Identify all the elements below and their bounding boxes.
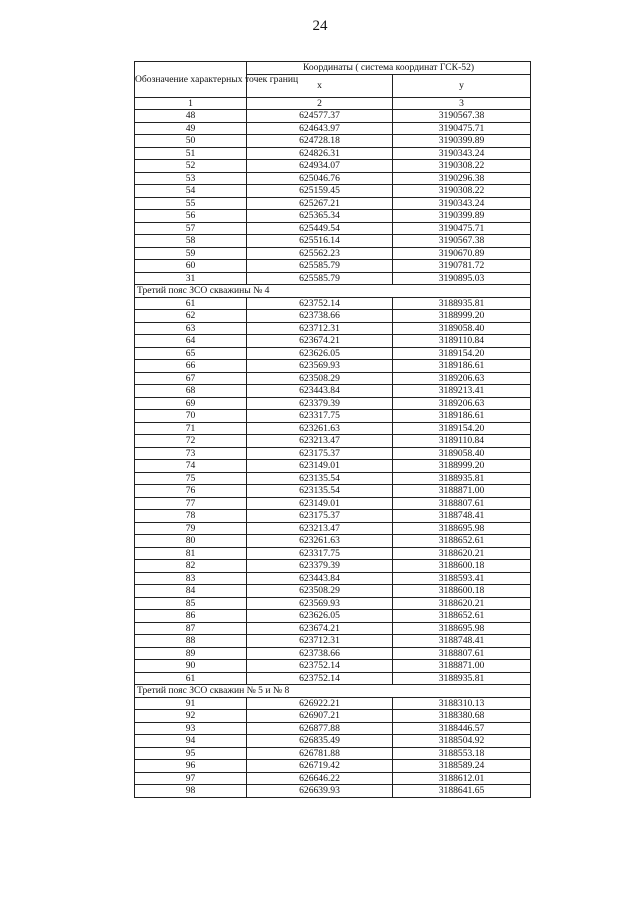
table-row — [135, 272, 531, 285]
point-number-cell: 63 — [135, 322, 247, 335]
point-number-cell: 31 — [135, 272, 247, 285]
x-coordinate-cell: 625585.79 — [247, 260, 393, 273]
table-row — [135, 247, 531, 260]
table-row — [135, 485, 531, 498]
y-coordinate-cell: 3190296.38 — [393, 172, 531, 185]
header-y: y — [393, 74, 531, 97]
table-row — [135, 735, 531, 748]
x-coordinate-cell: 623752.14 — [247, 660, 393, 673]
table-row — [135, 585, 531, 598]
table-row — [135, 622, 531, 635]
point-number-cell: 72 — [135, 435, 247, 448]
table-row — [135, 722, 531, 735]
table-row — [135, 472, 531, 485]
x-coordinate-cell: 626646.22 — [247, 772, 393, 785]
point-number-cell: 56 — [135, 210, 247, 223]
y-coordinate-cell: 3188695.98 — [393, 522, 531, 535]
table-row — [135, 360, 531, 373]
table-row — [135, 497, 531, 510]
y-coordinate-cell: 3188589.24 — [393, 760, 531, 773]
x-coordinate-cell: 623626.05 — [247, 610, 393, 623]
point-number-cell: 91 — [135, 697, 247, 710]
x-coordinate-cell: 625516.14 — [247, 235, 393, 248]
point-number-cell: 54 — [135, 185, 247, 198]
table-row — [135, 785, 531, 798]
x-coordinate-cell: 623443.84 — [247, 572, 393, 585]
x-coordinate-cell: 623175.37 — [247, 510, 393, 523]
x-coordinate-cell: 623261.63 — [247, 535, 393, 548]
table-row — [135, 610, 531, 623]
point-number-cell: 67 — [135, 372, 247, 385]
y-coordinate-cell: 3188641.65 — [393, 785, 531, 798]
x-coordinate-cell: 623149.01 — [247, 460, 393, 473]
y-coordinate-cell: 3190475.71 — [393, 222, 531, 235]
x-coordinate-cell: 626719.42 — [247, 760, 393, 773]
y-coordinate-cell: 3188748.41 — [393, 635, 531, 648]
y-coordinate-cell: 3190895.03 — [393, 272, 531, 285]
y-coordinate-cell: 3189154.20 — [393, 347, 531, 360]
table-row — [135, 410, 531, 423]
table-row — [135, 447, 531, 460]
point-number-cell: 77 — [135, 497, 247, 510]
point-number-cell: 87 — [135, 622, 247, 635]
x-coordinate-cell: 623712.31 — [247, 635, 393, 648]
point-number-cell: 52 — [135, 160, 247, 173]
point-number-cell: 95 — [135, 747, 247, 760]
table-row — [135, 110, 531, 123]
x-coordinate-cell: 623674.21 — [247, 335, 393, 348]
table-row — [135, 335, 531, 348]
header-x: x — [247, 74, 393, 97]
y-coordinate-cell: 3188935.81 — [393, 297, 531, 310]
x-coordinate-cell: 626639.93 — [247, 785, 393, 798]
y-coordinate-cell: 3188593.41 — [393, 572, 531, 585]
x-coordinate-cell: 623135.54 — [247, 485, 393, 498]
x-coordinate-cell: 623443.84 — [247, 385, 393, 398]
x-coordinate-cell: 623149.01 — [247, 497, 393, 510]
table-row — [135, 460, 531, 473]
x-coordinate-cell: 623317.75 — [247, 410, 393, 423]
y-coordinate-cell: 3188612.01 — [393, 772, 531, 785]
y-coordinate-cell: 3188600.18 — [393, 560, 531, 573]
point-number-cell: 90 — [135, 660, 247, 673]
table-row — [135, 572, 531, 585]
y-coordinate-cell: 3190308.22 — [393, 185, 531, 198]
header-col-number-1: 1 — [135, 97, 247, 110]
table-row — [135, 372, 531, 385]
table-row — [135, 422, 531, 435]
x-coordinate-cell: 626922.21 — [247, 697, 393, 710]
y-coordinate-cell: 3190670.89 — [393, 247, 531, 260]
table-row — [135, 747, 531, 760]
point-number-cell: 50 — [135, 135, 247, 148]
point-number-cell: 79 — [135, 522, 247, 535]
y-coordinate-cell: 3188652.61 — [393, 610, 531, 623]
point-number-cell: 88 — [135, 635, 247, 648]
header-coordinates: Координаты ( система координат ГСК-52) — [247, 62, 531, 75]
y-coordinate-cell: 3189110.84 — [393, 335, 531, 348]
y-coordinate-cell: 3190343.24 — [393, 197, 531, 210]
header-col-number-2: 2 — [247, 97, 393, 110]
y-coordinate-cell: 3189186.61 — [393, 410, 531, 423]
y-coordinate-cell: 3188807.61 — [393, 647, 531, 660]
point-number-cell: 61 — [135, 672, 247, 685]
y-coordinate-cell: 3190781.72 — [393, 260, 531, 273]
table-row — [135, 122, 531, 135]
table-row — [135, 710, 531, 723]
table-row — [135, 397, 531, 410]
point-number-cell: 69 — [135, 397, 247, 410]
point-number-cell: 84 — [135, 585, 247, 598]
x-coordinate-cell: 625562.23 — [247, 247, 393, 260]
point-number-cell: 58 — [135, 235, 247, 248]
table-row — [135, 235, 531, 248]
point-number-cell: 78 — [135, 510, 247, 523]
table-row — [135, 635, 531, 648]
x-coordinate-cell: 623508.29 — [247, 372, 393, 385]
table-row — [135, 160, 531, 173]
x-coordinate-cell: 625365.34 — [247, 210, 393, 223]
y-coordinate-cell: 3188999.20 — [393, 310, 531, 323]
x-coordinate-cell: 624728.18 — [247, 135, 393, 148]
y-coordinate-cell: 3189058.40 — [393, 322, 531, 335]
x-coordinate-cell: 623317.75 — [247, 547, 393, 560]
table-row — [135, 322, 531, 335]
table-row — [135, 147, 531, 160]
y-coordinate-cell: 3189213.41 — [393, 385, 531, 398]
point-number-cell: 57 — [135, 222, 247, 235]
table-row — [135, 310, 531, 323]
x-coordinate-cell: 623626.05 — [247, 347, 393, 360]
table-row — [135, 660, 531, 673]
point-number-cell: 61 — [135, 297, 247, 310]
table-header — [135, 62, 531, 110]
point-number-cell: 64 — [135, 335, 247, 348]
table-row — [135, 772, 531, 785]
x-coordinate-cell: 623569.93 — [247, 360, 393, 373]
point-number-cell: 70 — [135, 410, 247, 423]
table-row — [135, 672, 531, 685]
x-coordinate-cell: 623674.21 — [247, 622, 393, 635]
y-coordinate-cell: 3188748.41 — [393, 510, 531, 523]
point-number-cell: 55 — [135, 197, 247, 210]
point-number-cell: 59 — [135, 247, 247, 260]
point-number-cell: 93 — [135, 722, 247, 735]
x-coordinate-cell: 626781.88 — [247, 747, 393, 760]
x-coordinate-cell: 623752.14 — [247, 672, 393, 685]
x-coordinate-cell: 623738.66 — [247, 310, 393, 323]
x-coordinate-cell: 623379.39 — [247, 560, 393, 573]
table-row — [135, 197, 531, 210]
point-number-cell: 60 — [135, 260, 247, 273]
y-coordinate-cell: 3188446.57 — [393, 722, 531, 735]
y-coordinate-cell: 3188935.81 — [393, 472, 531, 485]
y-coordinate-cell: 3190399.89 — [393, 210, 531, 223]
table-row — [135, 135, 531, 148]
x-coordinate-cell: 626877.88 — [247, 722, 393, 735]
point-number-cell: 85 — [135, 597, 247, 610]
x-coordinate-cell: 623213.47 — [247, 435, 393, 448]
point-number-cell: 71 — [135, 422, 247, 435]
point-number-cell: 53 — [135, 172, 247, 185]
y-coordinate-cell: 3188380.68 — [393, 710, 531, 723]
table-row — [135, 697, 531, 710]
y-coordinate-cell: 3190343.24 — [393, 147, 531, 160]
x-coordinate-cell: 624934.07 — [247, 160, 393, 173]
y-coordinate-cell: 3188600.18 — [393, 585, 531, 598]
header-point-designation: Обозначение характерных точек границ — [135, 62, 247, 98]
point-number-cell: 89 — [135, 647, 247, 660]
table-row — [135, 535, 531, 548]
section-title: Третий пояс ЗСО скважины № 4 — [135, 285, 531, 298]
point-number-cell: 86 — [135, 610, 247, 623]
point-number-cell: 96 — [135, 760, 247, 773]
x-coordinate-cell: 625585.79 — [247, 272, 393, 285]
section-title: Третий пояс ЗСО скважин № 5 и № 8 — [135, 685, 531, 698]
y-coordinate-cell: 3190399.89 — [393, 135, 531, 148]
coordinates-table — [134, 61, 531, 798]
point-number-cell: 82 — [135, 560, 247, 573]
y-coordinate-cell: 3188652.61 — [393, 535, 531, 548]
y-coordinate-cell: 3189154.20 — [393, 422, 531, 435]
y-coordinate-cell: 3190567.38 — [393, 235, 531, 248]
table-row — [135, 435, 531, 448]
table-row — [135, 185, 531, 198]
y-coordinate-cell: 3190308.22 — [393, 160, 531, 173]
x-coordinate-cell: 623508.29 — [247, 585, 393, 598]
page-number: 24 — [312, 18, 328, 34]
table-row — [135, 172, 531, 185]
x-coordinate-cell: 625449.54 — [247, 222, 393, 235]
point-number-cell: 94 — [135, 735, 247, 748]
table-row — [135, 347, 531, 360]
y-coordinate-cell: 3189206.63 — [393, 397, 531, 410]
table-row — [135, 510, 531, 523]
y-coordinate-cell: 3189206.63 — [393, 372, 531, 385]
x-coordinate-cell: 623379.39 — [247, 397, 393, 410]
y-coordinate-cell: 3188807.61 — [393, 497, 531, 510]
x-coordinate-cell: 626835.49 — [247, 735, 393, 748]
x-coordinate-cell: 626907.21 — [247, 710, 393, 723]
point-number-cell: 62 — [135, 310, 247, 323]
y-coordinate-cell: 3189186.61 — [393, 360, 531, 373]
table-body — [135, 110, 531, 798]
x-coordinate-cell: 623712.31 — [247, 322, 393, 335]
y-coordinate-cell: 3188310.13 — [393, 697, 531, 710]
x-coordinate-cell: 624826.31 — [247, 147, 393, 160]
point-number-cell: 74 — [135, 460, 247, 473]
x-coordinate-cell: 623261.63 — [247, 422, 393, 435]
table-row — [135, 222, 531, 235]
table-row — [135, 547, 531, 560]
table-row — [135, 260, 531, 273]
point-number-cell: 81 — [135, 547, 247, 560]
point-number-cell: 73 — [135, 447, 247, 460]
table-row — [135, 560, 531, 573]
x-coordinate-cell: 623752.14 — [247, 297, 393, 310]
point-number-cell: 48 — [135, 110, 247, 123]
point-number-cell: 80 — [135, 535, 247, 548]
y-coordinate-cell: 3189110.84 — [393, 435, 531, 448]
point-number-cell: 66 — [135, 360, 247, 373]
point-number-cell: 98 — [135, 785, 247, 798]
table-row — [135, 760, 531, 773]
header-col-number-3: 3 — [393, 97, 531, 110]
x-coordinate-cell: 623213.47 — [247, 522, 393, 535]
y-coordinate-cell: 3188620.21 — [393, 547, 531, 560]
x-coordinate-cell: 625159.45 — [247, 185, 393, 198]
y-coordinate-cell: 3188935.81 — [393, 672, 531, 685]
y-coordinate-cell: 3188871.00 — [393, 485, 531, 498]
point-number-cell: 83 — [135, 572, 247, 585]
y-coordinate-cell: 3190567.38 — [393, 110, 531, 123]
x-coordinate-cell: 625046.76 — [247, 172, 393, 185]
y-coordinate-cell: 3188999.20 — [393, 460, 531, 473]
table-row — [135, 210, 531, 223]
point-number-cell: 76 — [135, 485, 247, 498]
table-row — [135, 297, 531, 310]
x-coordinate-cell: 624643.97 — [247, 122, 393, 135]
x-coordinate-cell: 623175.37 — [247, 447, 393, 460]
point-number-cell: 65 — [135, 347, 247, 360]
point-number-cell: 75 — [135, 472, 247, 485]
x-coordinate-cell: 623738.66 — [247, 647, 393, 660]
table-row — [135, 385, 531, 398]
point-number-cell: 49 — [135, 122, 247, 135]
x-coordinate-cell: 625267.21 — [247, 197, 393, 210]
section-row — [135, 685, 531, 698]
x-coordinate-cell: 623569.93 — [247, 597, 393, 610]
table-row — [135, 647, 531, 660]
y-coordinate-cell: 3189058.40 — [393, 447, 531, 460]
x-coordinate-cell: 624577.37 — [247, 110, 393, 123]
y-coordinate-cell: 3188553.18 — [393, 747, 531, 760]
point-number-cell: 68 — [135, 385, 247, 398]
x-coordinate-cell: 623135.54 — [247, 472, 393, 485]
section-row — [135, 285, 531, 298]
table-row — [135, 522, 531, 535]
y-coordinate-cell: 3188620.21 — [393, 597, 531, 610]
point-number-cell: 97 — [135, 772, 247, 785]
y-coordinate-cell: 3188695.98 — [393, 622, 531, 635]
table-row — [135, 597, 531, 610]
y-coordinate-cell: 3188871.00 — [393, 660, 531, 673]
point-number-cell: 92 — [135, 710, 247, 723]
y-coordinate-cell: 3188504.92 — [393, 735, 531, 748]
y-coordinate-cell: 3190475.71 — [393, 122, 531, 135]
point-number-cell: 51 — [135, 147, 247, 160]
